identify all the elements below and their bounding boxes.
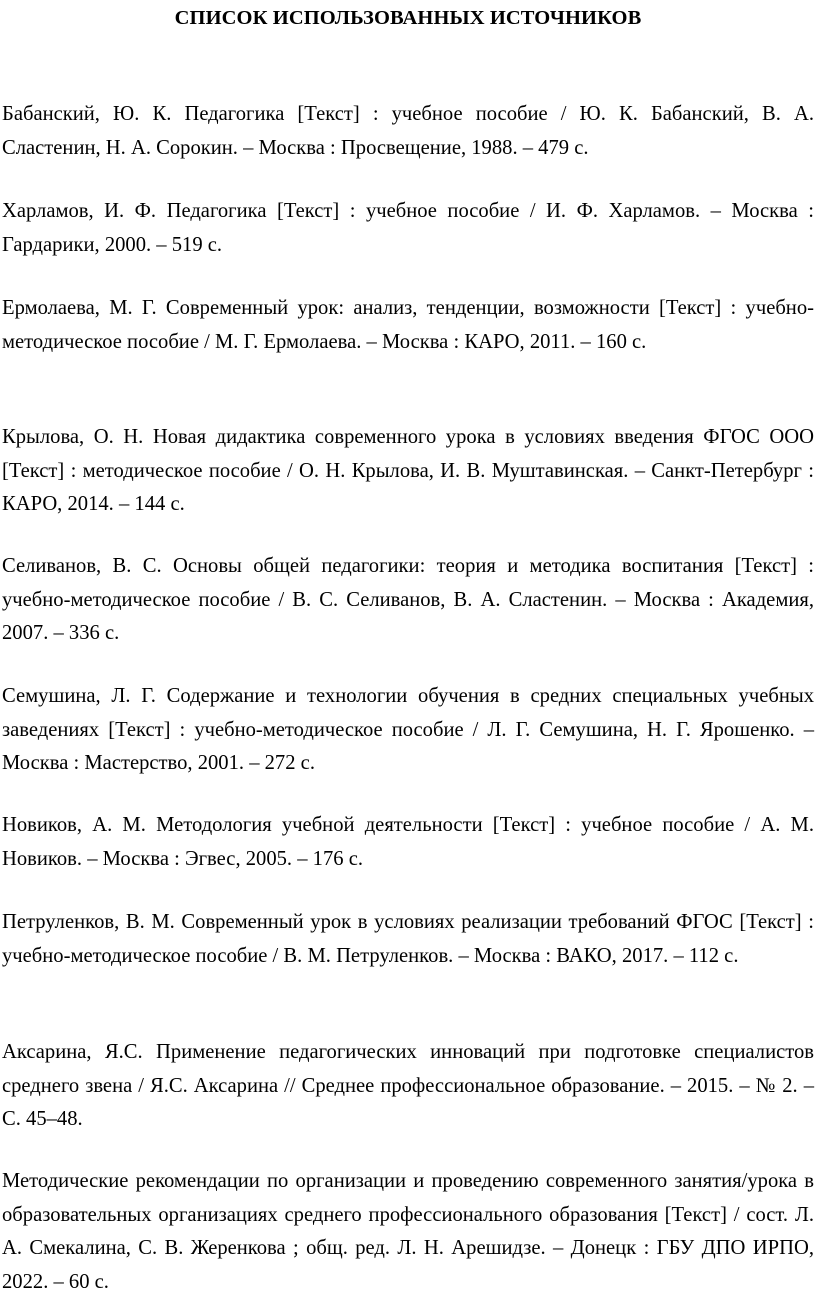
page-title: СПИСОК ИСПОЛЬЗОВАННЫХ ИСТОЧНИКОВ	[174, 7, 642, 29]
reference-item-9: Аксарина, Я.С. Применение педагогических инноваций при подготовке специалистов среднего звена / Я.С. Аксарина // Среднее профессиональное образование. – 2015. – № 2. – С. 45–48.	[2, 1041, 814, 1131]
reference-item-8: Петруленков, В. М. Современный урок в условиях реализации требований ФГОС [Текст] : учебно-методическое пособие / В. М. Петруленков. – Москва : ВАКО, 2017. – 112 с.	[2, 911, 814, 967]
reference-item-7: Новиков, А. М. Методология учебной деятельности [Текст] : учебное пособие / А. М. Новиков. – Москва : Эгвес, 2005. – 176 с.	[2, 814, 814, 870]
reference-item-2: Харламов, И. Ф. Педагогика [Текст] : учебное пособие / И. Ф. Харламов. – Москва : Гардарики, 2000. – 519 с.	[2, 200, 814, 256]
reference-item-3: Ермолаева, М. Г. Современный урок: анализ, тенденции, возможности [Текст] : учебно-методическое пособие / М. Г. Ермолаева. – Москва : КАРО, 2011. – 160 с.	[2, 297, 814, 353]
reference-item-5: Селиванов, В. С. Основы общей педагогики: теория и методика воспитания [Текст] : учебно-методическое пособие / В. С. Селиванов, В. А. Сластенин. – Москва : Академия, 2007. – 336 с.	[2, 555, 814, 645]
reference-item-6: Семушина, Л. Г. Содержание и технологии обучения в средних специальных учебных заведениях [Текст] : учебно-методическое пособие / Л. Г. Семушина, Н. Г. Ярошенко. – Москва : Мастерство, 2001. – 272 с.	[2, 685, 814, 775]
reference-item-1: Бабанский, Ю. К. Педагогика [Текст] : учебное пособие / Ю. К. Бабанский, В. А. Сластенин, Н. А. Сорокин. – Москва : Просвещение, 1988. – 479 с.	[2, 103, 814, 159]
reference-item-10: Методические рекомендации по организации и проведению современного занятия/урока в образовательных организациях среднего профессионального образования [Текст] / сост. Л. А. Смекалина, С. В. Жеренкова ; общ. ред. Л. Н. Арешидзе. – Донецк : ГБУ ДПО ИРПО, 2022. – 60 с.	[2, 1170, 814, 1293]
reference-item-4: Крылова, О. Н. Новая дидактика современного урока в условиях введения ФГОС ООО [Текст] : методическое пособие / О. Н. Крылова, И. В. Муштавинская. – Санкт-Петербург : КАРО, 2014. – 144 с.	[2, 426, 814, 516]
